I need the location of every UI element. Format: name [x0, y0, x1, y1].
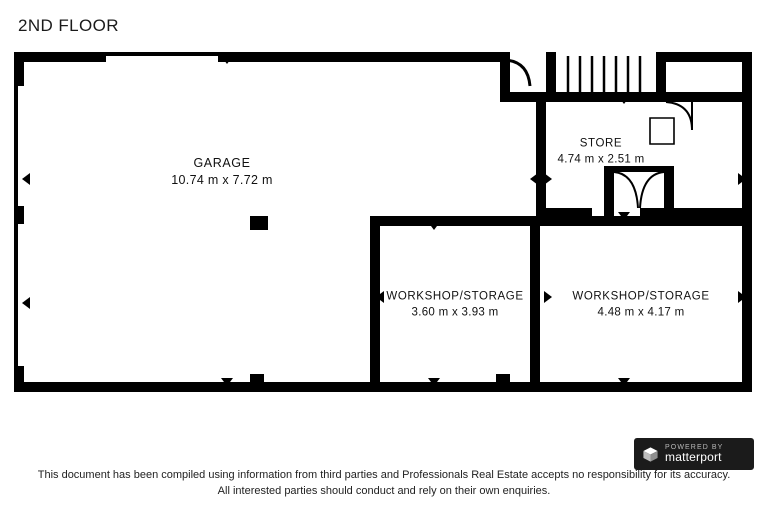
disclaimer-line-1: This document has been compiled using information from third parties and Professionals Real Estate accepts no responsibility for its accuracy.: [37, 469, 731, 482]
room-name: GARAGE: [193, 156, 251, 171]
matterport-name: matterport: [665, 450, 722, 465]
cube-icon: [642, 446, 659, 463]
matterport-badge[interactable]: [634, 438, 754, 470]
room-label-store: [558, 136, 645, 167]
room-dimensions: 4.48 m x 4.17 m: [597, 306, 685, 318]
disclaimer: [0, 468, 768, 500]
room-name: WORKSHOP/STORAGE: [386, 290, 524, 303]
matterport-powered-by: POWERED BY: [665, 443, 724, 451]
room-dimensions: 4.74 m x 2.51 m: [557, 153, 645, 165]
disclaimer-line-2: All interested parties should conduct and rely on their own enquiries.: [217, 485, 551, 498]
room-label-garage: [171, 155, 272, 189]
room-label-workshop-storage-1: [386, 289, 523, 320]
fixtures: [250, 216, 268, 230]
room-name: STORE: [579, 137, 623, 150]
page-title: 2ND FLOOR: [18, 16, 119, 35]
room-name: WORKSHOP/STORAGE: [572, 290, 710, 303]
room-dimensions: 3.60 m x 3.93 m: [411, 306, 499, 318]
room-label-workshop-storage-2: [572, 289, 709, 320]
room-dimensions: 10.74 m x 7.72 m: [171, 173, 273, 187]
